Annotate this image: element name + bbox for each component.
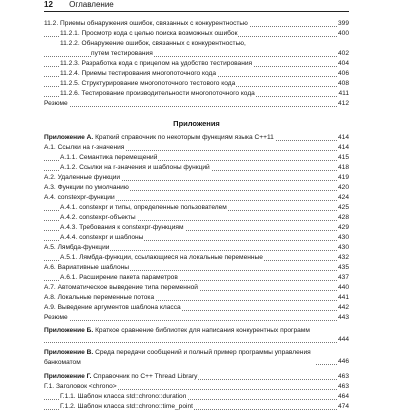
toc-page-number: 441	[337, 294, 349, 301]
toc-entry-number: А.3.	[44, 184, 56, 191]
toc-entry-number: А.6.1.	[60, 274, 78, 281]
toc-entry-number: А.4.4.	[60, 234, 78, 241]
toc-entry[interactable]	[44, 243, 349, 253]
toc-entry[interactable]	[44, 163, 349, 173]
toc-page-number: 412	[337, 100, 349, 107]
toc-entry[interactable]	[44, 153, 349, 163]
toc-entry-number: Г.1.1.	[60, 393, 76, 400]
toc-entry-number: А.9.	[44, 304, 56, 311]
toc-entry[interactable]	[44, 69, 349, 79]
toc-page-number: 404	[337, 60, 349, 67]
toc-entry-title: Расширение пакета параметров	[79, 274, 178, 281]
toc-entry[interactable]	[44, 233, 349, 243]
toc-entry-title: Просмотр кода с целью поиска возможных ошибок	[81, 30, 238, 37]
toc-entry-title: Приемы тестирования многопоточного кода	[81, 70, 216, 77]
toc-entry-title: Разработка кода с прицелом на удобство тестирования	[81, 60, 253, 67]
toc-page-number: 463	[337, 373, 349, 380]
toc-appendix-g	[44, 372, 349, 412]
toc-entry[interactable]	[44, 273, 349, 283]
toc-entry-number: А.1.2.	[60, 164, 78, 171]
toc-entry-title: constexpr и шаблоны	[79, 234, 144, 241]
toc-appendix-v[interactable]: Приложение В. Среда передачи сообщений и полный пример программы управления банкоматом 446	[44, 349, 349, 366]
toc-entry[interactable]	[44, 193, 349, 203]
running-title: Оглавление	[69, 0, 114, 9]
toc-entry-title: Краткий справочник по некоторым функциям языка C++11	[95, 134, 274, 141]
toc-page-number: 414	[337, 144, 349, 151]
toc-page-number: 444	[337, 336, 349, 343]
toc-entry-title: Обнаружение ошибок, связанных с конкурентностью,	[81, 40, 246, 47]
toc-entry[interactable]	[44, 223, 349, 233]
toc-entry-title: Структурирование многопоточного тестового кода	[81, 80, 236, 87]
toc-appendix-b[interactable]: Приложение Б. Краткое сравнение библиотек для написания конкурентных программ 444	[44, 327, 349, 343]
toc-page-number: 442	[337, 304, 349, 311]
toc-entry[interactable]	[44, 313, 349, 323]
toc-entry[interactable]	[44, 303, 349, 313]
toc-page-number: 419	[337, 174, 349, 181]
toc-entry-number: 11.2.5.	[60, 80, 80, 87]
toc-entry-title: Приемы обнаружения ошибок, связанных с конкурентностью	[60, 20, 248, 27]
toc-appendix-a	[44, 133, 349, 323]
toc-entry-title: Шаблон класса std::chrono::time_point	[77, 403, 193, 410]
toc-entry[interactable]	[44, 173, 349, 183]
toc-entry-number: 11.2.2.	[60, 40, 80, 47]
toc-entry[interactable]	[44, 382, 349, 392]
toc-entry-title: Требования к constexpr-функциям	[79, 224, 184, 231]
toc-entry-title: Ссылки на r-значения	[57, 144, 125, 151]
toc-page-number: 399	[337, 20, 349, 27]
toc-entry-title: Тестирование производительности многопоточного кода	[81, 90, 255, 97]
toc-entry[interactable]	[44, 79, 349, 89]
toc-entry-number: А.4.2.	[60, 214, 78, 221]
toc-entry-title: constexpr-функции	[57, 194, 115, 201]
toc-entry-number: А.2.	[44, 174, 56, 181]
toc-entry-number: А.7.	[44, 284, 56, 291]
toc-entry-number: А.1.	[44, 144, 56, 151]
toc-page-number: 418	[337, 164, 349, 171]
toc-entry[interactable]	[44, 263, 349, 273]
toc-chapter-11-section	[44, 19, 349, 109]
toc-entry-title: Заголовок <chrono>	[55, 383, 117, 390]
toc-page-number: 411	[338, 90, 349, 97]
toc-page-number: 464	[337, 393, 349, 400]
toc-entry-number: А.4.1.	[60, 204, 78, 211]
toc-entry[interactable]	[44, 39, 349, 49]
toc-entry[interactable]	[44, 29, 349, 39]
toc-entry-title: Лямбда-функции	[57, 244, 110, 251]
toc-entry-title: Справочник по C++ Thread Library	[93, 373, 198, 380]
toc-entry-number: А.6.	[44, 264, 56, 271]
toc-page-number: 430	[337, 234, 349, 241]
toc-entry-number: 11.2.	[44, 20, 59, 27]
toc-entry-title: constexpr и типы, определенные пользователем	[79, 204, 227, 211]
toc-entry-number: 11.2.1.	[60, 30, 80, 37]
toc-page-number: 400	[337, 30, 349, 37]
toc-page-number: 406	[337, 70, 349, 77]
toc-entry[interactable]	[44, 253, 349, 263]
toc-entry-title: Автоматическое выведение типа переменной	[57, 284, 198, 291]
toc-entry[interactable]	[44, 59, 349, 69]
toc-entry-number: 11.2.6.	[60, 90, 80, 97]
toc-entry-number: А.4.3.	[60, 224, 78, 231]
toc-entry-title: Ссылки на r-значения и шаблоны функций	[79, 164, 210, 171]
toc-entry-number: Г.1.2.	[60, 403, 76, 410]
toc-page-number: 443	[337, 314, 349, 321]
toc-entry-number: Приложение Г.	[44, 373, 92, 380]
toc-appendix-entry[interactable]	[44, 133, 349, 143]
appendices-heading: Приложения	[173, 119, 220, 128]
toc-appendix-entry[interactable]	[44, 372, 349, 382]
toc-entry[interactable]	[44, 213, 349, 223]
toc-entry-number: 11.2.3.	[60, 60, 80, 67]
toc-entry-title: Лямбда-функции, ссылающиеся на локальные переменные	[79, 254, 263, 261]
toc-entry-title: Локальные переменные потока	[57, 294, 155, 301]
toc-entry-number: А.5.1.	[60, 254, 78, 261]
toc-entry[interactable]	[44, 203, 349, 213]
toc-entry-number: Приложение А.	[44, 134, 94, 141]
toc-entry[interactable]	[44, 89, 349, 99]
toc-page-number: 432	[337, 254, 349, 261]
toc-entry[interactable]	[44, 183, 349, 193]
toc-page-number: 430	[337, 244, 349, 251]
toc-page-number: 415	[337, 154, 349, 161]
toc-entry-number: А.4.	[44, 194, 56, 201]
toc-page-number: 420	[337, 184, 349, 191]
toc-page-number: 414	[337, 134, 349, 141]
toc-entry[interactable]	[44, 392, 349, 402]
toc-entry[interactable]	[44, 19, 349, 29]
toc-entry-number: А.8.	[44, 294, 56, 301]
toc-page-number: 424	[337, 194, 349, 201]
toc-entry-title: Функции по умолчанию	[57, 184, 129, 191]
toc-page-number: 463	[337, 383, 349, 390]
toc-entry-number: А.1.1.	[60, 154, 78, 161]
toc-page-number: 446	[337, 358, 349, 365]
toc-page-number: 425	[337, 204, 349, 211]
table-of-contents	[44, 19, 349, 412]
toc-page-number: 428	[337, 214, 349, 221]
toc-entry-title: Семантика перемещений	[79, 154, 158, 161]
toc-entry-number: Г.1.	[44, 383, 55, 390]
toc-entry-title: Выведение аргументов шаблона класса	[57, 304, 181, 311]
toc-page-number: 435	[337, 264, 349, 271]
toc-entry[interactable]	[44, 99, 349, 109]
toc-page-number: 474	[337, 403, 349, 410]
toc-entry-title: Вариативные шаблоны	[57, 264, 130, 271]
toc-entry-continuation[interactable]: путем тестирования 402	[44, 49, 349, 59]
toc-page-number: 408	[337, 80, 349, 87]
toc-page-number: 437	[337, 274, 349, 281]
toc-entry[interactable]	[44, 402, 349, 412]
toc-entry-title: Резюме	[44, 100, 68, 107]
toc-entry-number: А.5.	[44, 244, 56, 251]
toc-page-number: 440	[337, 284, 349, 291]
toc-entry[interactable]	[44, 293, 349, 303]
running-header	[44, 0, 349, 12]
toc-entry-number: 11.2.4.	[60, 70, 80, 77]
toc-entry-title: Резюме	[44, 314, 68, 321]
toc-entry-title: Шаблон класса std::chrono::duration	[77, 393, 187, 400]
toc-page-number: 402	[337, 50, 349, 57]
page-number: 12	[44, 0, 53, 9]
toc-entry-title: constexpr-объекты	[79, 214, 136, 221]
toc-entry-title: Удаленные функции	[57, 174, 121, 181]
toc-entry[interactable]	[44, 143, 349, 153]
toc-entry[interactable]	[44, 283, 349, 293]
toc-page-number: 429	[337, 224, 349, 231]
